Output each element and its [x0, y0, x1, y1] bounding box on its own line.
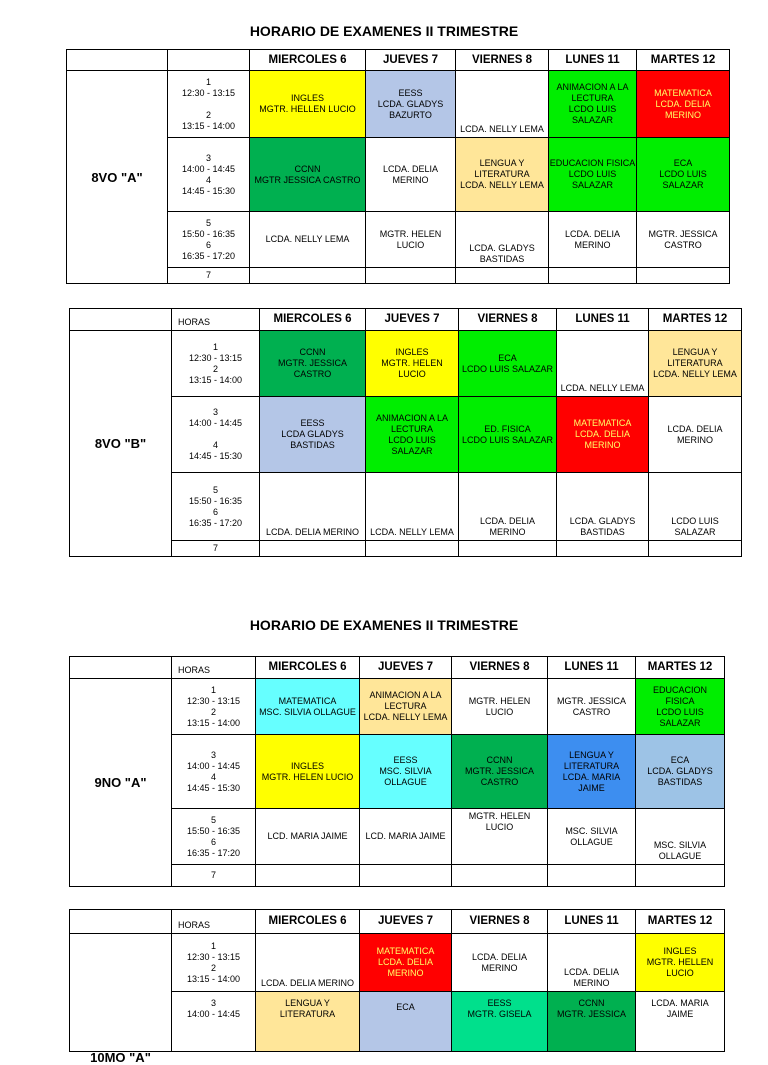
- exam-cell: MATEMATICA LCDA. DELIA MERINO: [360, 934, 452, 992]
- exam-cell: MSC. SILVIA OLLAGUE: [548, 809, 636, 865]
- day-header: LUNES 11: [557, 309, 649, 331]
- day-header: MIERCOLES 6: [256, 657, 360, 679]
- exam-cell: ANIMACION A LA LECTURA LCDO LUIS SALAZAR: [549, 71, 637, 138]
- exam-cell: LCDA. DELIA MERINO: [260, 473, 366, 541]
- day-header: JUEVES 7: [360, 910, 452, 934]
- exam-cell: CCNN MGTR. JESSICA CASTRO: [260, 331, 366, 397]
- class-name: 8VO "A": [67, 71, 168, 284]
- exam-cell: MGTR. HELEN LUCIO: [452, 809, 548, 865]
- exam-cell: EESS MGTR. GISELA: [452, 992, 548, 1052]
- horas-cell: [168, 50, 250, 71]
- exam-cell: CCNN MGTR. JESSICA: [548, 992, 636, 1052]
- schedule-table-8vo-b: [69, 308, 742, 557]
- day-header: MIERCOLES 6: [260, 309, 366, 331]
- exam-cell: INGLES MGTR. HELEN LUCIO: [366, 331, 459, 397]
- day-header: JUEVES 7: [360, 657, 452, 679]
- exam-cell: LCDA. DELIA MERINO: [256, 934, 360, 992]
- day-header: MIERCOLES 6: [256, 910, 360, 934]
- exam-cell: LENGUA Y LITERATURA LCDA. NELLY LEMA: [649, 331, 742, 397]
- class-name: 10MO "A": [70, 934, 172, 1052]
- exam-cell: EDUCACION FISICA LCDO LUIS SALAZAR: [549, 138, 637, 212]
- exam-cell: ANIMACION A LA LECTURA LCDO LUIS SALAZAR: [366, 397, 459, 473]
- day-header: VIERNES 8: [456, 50, 549, 71]
- table-row: [70, 679, 725, 735]
- day-header: LUNES 11: [549, 50, 637, 71]
- day-header: MARTES 12: [636, 910, 725, 934]
- exam-cell: LCDA. DELIA MERINO: [366, 138, 456, 212]
- exam-cell: INGLES MGTR. HELLEN LUCIO: [250, 71, 366, 138]
- day-header: JUEVES 7: [366, 50, 456, 71]
- exam-cell: LCDA. NELLY LEMA: [366, 473, 459, 541]
- exam-cell: LCDO LUIS SALAZAR: [649, 473, 742, 541]
- exam-cell: EESS LCDA. GLADYS BAZURTO: [366, 71, 456, 138]
- exam-cell: ECA LCDO LUIS SALAZAR: [459, 331, 557, 397]
- header-row: [67, 50, 730, 71]
- exam-cell: CCNN MGTR. JESSICA CASTRO: [452, 735, 548, 809]
- exam-cell: LCDA. DELIA MERINO: [452, 934, 548, 992]
- exam-cell: LENGUA Y LITERATURA LCDA. NELLY LEMA: [456, 138, 549, 212]
- exam-cell: ECA LCDO LUIS SALAZAR: [637, 138, 730, 212]
- corner-cell: [67, 50, 168, 71]
- exam-cell: LCDA. GLADYS BASTIDAS: [456, 212, 549, 268]
- time-slot: 7: [168, 268, 250, 284]
- exam-cell: LCDA. DELIA MERINO: [459, 473, 557, 541]
- exam-cell: MGTR. HELEN LUCIO: [366, 212, 456, 268]
- exam-cell: EESS LCDA GLADYS BASTIDAS: [260, 397, 366, 473]
- day-header: JUEVES 7: [366, 309, 459, 331]
- exam-cell: INGLES MGTR. HELEN LUCIO: [256, 735, 360, 809]
- corner-cell: [70, 910, 172, 934]
- time-slot: 1 12:30 - 13:15 2 13:15 - 14:00: [172, 934, 256, 992]
- horas-cell: HORAS: [172, 657, 256, 679]
- table-row: [70, 934, 725, 992]
- exam-cell: LENGUA Y LITERATURA LCDA. MARIA JAIME: [548, 735, 636, 809]
- schedule-table-10mo-a: [69, 909, 725, 1065]
- time-slot: 1 12:30 - 13:15 2 13:15 - 14:00: [168, 71, 250, 138]
- day-header: MARTES 12: [637, 50, 730, 71]
- table-row: [70, 331, 742, 397]
- header-row: [70, 657, 725, 679]
- time-slot: 1 12:30 - 13:15 2 13:15 - 14:00: [172, 679, 256, 735]
- header-row: [70, 309, 742, 331]
- exam-cell: LCDA. DELIA MERINO: [649, 397, 742, 473]
- exam-cell: LCDA. MARIA JAIME: [636, 992, 725, 1052]
- time-slot: 7: [172, 541, 260, 557]
- class-name: 9NO "A": [70, 679, 172, 887]
- exam-cell: CCNN MGTR JESSICA CASTRO: [250, 138, 366, 212]
- day-header: LUNES 11: [548, 910, 636, 934]
- exam-cell: LENGUA Y LITERATURA: [256, 992, 360, 1052]
- exam-cell: MATEMATICA LCDA. DELIA MERINO: [637, 71, 730, 138]
- exam-cell: MGTR. HELEN LUCIO: [452, 679, 548, 735]
- exam-cell: LCD. MARIA JAIME: [256, 809, 360, 865]
- corner-cell: [70, 657, 172, 679]
- exam-cell: MATEMATICA MSC. SILVIA OLLAGUE: [256, 679, 360, 735]
- exam-cell: MGTR. JESSICA CASTRO: [637, 212, 730, 268]
- horas-cell: HORAS: [172, 910, 256, 934]
- class-name: 8VO "B": [70, 331, 172, 557]
- exam-cell: ECA: [360, 992, 452, 1052]
- exam-cell: ANIMACION A LA LECTURA LCDA. NELLY LEMA: [360, 679, 452, 735]
- time-slot: 3 14:00 - 14:45 4 14:45 - 15:30: [168, 138, 250, 212]
- day-header: VIERNES 8: [452, 910, 548, 934]
- schedule-title: HORARIO DE EXAMENES II TRIMESTRE: [249, 23, 519, 39]
- day-header: LUNES 11: [548, 657, 636, 679]
- header-row: [70, 910, 725, 934]
- time-slot: 3 14:00 - 14:45 4 14:45 - 15:30: [172, 735, 256, 809]
- day-header: VIERNES 8: [452, 657, 548, 679]
- exam-cell: MATEMATICA LCDA. DELIA MERINO: [557, 397, 649, 473]
- exam-cell: LCDA. NELLY LEMA: [456, 71, 549, 138]
- corner-cell: [70, 309, 172, 331]
- exam-cell: EDUCACION FISICA LCDO LUIS SALAZAR: [636, 679, 725, 735]
- time-slot: 5 15:50 - 16:35 6 16:35 - 17:20: [168, 212, 250, 268]
- exam-cell: LCDA. DELIA MERINO: [548, 934, 636, 992]
- exam-cell: LCDA. DELIA MERINO: [549, 212, 637, 268]
- day-header: MIERCOLES 6: [250, 50, 366, 71]
- schedule-title: HORARIO DE EXAMENES II TRIMESTRE: [249, 617, 519, 633]
- time-slot: 3 14:00 - 14:45: [172, 992, 256, 1052]
- exam-cell: MGTR. JESSICA CASTRO: [548, 679, 636, 735]
- time-slot: 5 15:50 - 16:35 6 16:35 - 17:20: [172, 473, 260, 541]
- time-slot: 3 14:00 - 14:45 4 14:45 - 15:30: [172, 397, 260, 473]
- time-slot: 7: [172, 865, 256, 887]
- exam-cell: LCDA. NELLY LEMA: [557, 331, 649, 397]
- exam-cell: MSC. SILVIA OLLAGUE: [636, 809, 725, 865]
- exam-cell: ED. FISICA LCDO LUIS SALAZAR: [459, 397, 557, 473]
- exam-cell: LCD. MARIA JAIME: [360, 809, 452, 865]
- time-slot: 1 12:30 - 13:15 2 13:15 - 14:00: [172, 331, 260, 397]
- exam-cell: INGLES MGTR. HELLEN LUCIO: [636, 934, 725, 992]
- exam-cell: LCDA. NELLY LEMA: [250, 212, 366, 268]
- exam-cell: LCDA. GLADYS BASTIDAS: [557, 473, 649, 541]
- schedule-table-8vo-a: [66, 49, 730, 284]
- schedule-table-9no-a: [69, 656, 725, 887]
- horas-cell: HORAS: [172, 309, 260, 331]
- day-header: VIERNES 8: [459, 309, 557, 331]
- exam-cell: ECA LCDA. GLADYS BASTIDAS: [636, 735, 725, 809]
- table-row: [67, 71, 730, 138]
- exam-cell: EESS MSC. SILVIA OLLAGUE: [360, 735, 452, 809]
- day-header: MARTES 12: [636, 657, 725, 679]
- time-slot: 5 15:50 - 16:35 6 16:35 - 17:20: [172, 809, 256, 865]
- day-header: MARTES 12: [649, 309, 742, 331]
